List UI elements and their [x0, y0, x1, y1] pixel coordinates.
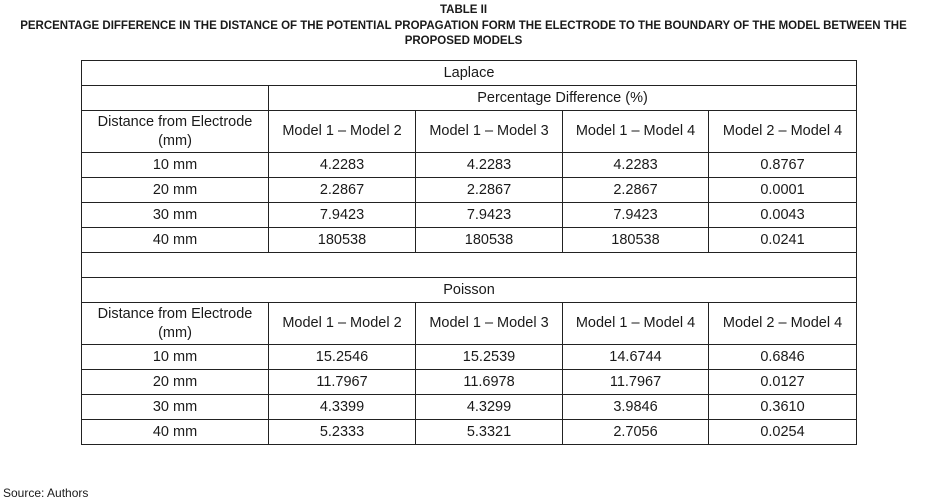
distance-cell: 10 mm	[82, 153, 269, 178]
distance-cell: 30 mm	[82, 203, 269, 228]
value-cell: 2.2867	[269, 178, 416, 203]
value-cell: 0.6846	[709, 345, 857, 370]
laplace-title: Laplace	[82, 61, 857, 86]
value-cell: 2.2867	[563, 178, 709, 203]
value-cell: 4.3399	[269, 395, 416, 420]
value-cell: 7.9423	[563, 203, 709, 228]
value-cell: 4.2283	[416, 153, 563, 178]
poisson-title-row	[82, 278, 857, 303]
value-cell: 0.0254	[709, 420, 857, 445]
value-cell: 14.6744	[563, 345, 709, 370]
value-cell: 11.7967	[269, 370, 416, 395]
value-cell: 180538	[563, 228, 709, 253]
laplace-col-header: Model 1 – Model 4	[563, 111, 709, 153]
value-cell: 2.7056	[563, 420, 709, 445]
table-row	[82, 395, 857, 420]
value-cell: 0.0001	[709, 178, 857, 203]
table-row	[82, 370, 857, 395]
laplace-title-row	[82, 61, 857, 86]
value-cell: 15.2546	[269, 345, 416, 370]
results-table	[81, 60, 857, 445]
table-row	[82, 228, 857, 253]
value-cell: 0.0127	[709, 370, 857, 395]
laplace-col-header: Model 1 – Model 2	[269, 111, 416, 153]
laplace-section	[82, 61, 857, 278]
distance-cell: 40 mm	[82, 420, 269, 445]
poisson-section	[82, 278, 857, 445]
value-cell: 11.6978	[416, 370, 563, 395]
laplace-row-header: Distance from Electrode (mm)	[82, 111, 269, 153]
table-row	[82, 420, 857, 445]
laplace-group-header: Percentage Difference (%)	[269, 86, 857, 111]
source-note: Source: Authors	[3, 486, 89, 500]
table-row	[82, 178, 857, 203]
value-cell: 11.7967	[563, 370, 709, 395]
distance-cell: 30 mm	[82, 395, 269, 420]
table-title-line-1: PERCENTAGE DIFFERENCE IN THE DISTANCE OF THE POTENTIAL PROPAGATION FORM THE ELECTRODE TO THE BOUNDARY OF THE MODEL BETWEEN THE	[20, 19, 907, 32]
table-row	[82, 203, 857, 228]
section-spacer	[82, 253, 857, 278]
value-cell: 3.9846	[563, 395, 709, 420]
laplace-column-header-row	[82, 111, 857, 153]
section-spacer-row	[82, 253, 857, 278]
value-cell: 180538	[269, 228, 416, 253]
value-cell: 5.3321	[416, 420, 563, 445]
value-cell: 4.3299	[416, 395, 563, 420]
value-cell: 2.2867	[416, 178, 563, 203]
table-row	[82, 153, 857, 178]
laplace-col-header: Model 1 – Model 3	[416, 111, 563, 153]
value-cell: 7.9423	[269, 203, 416, 228]
value-cell: 7.9423	[416, 203, 563, 228]
value-cell: 0.3610	[709, 395, 857, 420]
distance-cell: 20 mm	[82, 178, 269, 203]
poisson-column-header-row	[82, 303, 857, 345]
poisson-row-header: Distance from Electrode (mm)	[82, 303, 269, 345]
value-cell: 5.2333	[269, 420, 416, 445]
distance-cell: 40 mm	[82, 228, 269, 253]
table-caption	[0, 3, 927, 50]
value-cell: 4.2283	[563, 153, 709, 178]
value-cell: 15.2539	[416, 345, 563, 370]
poisson-col-header: Model 1 – Model 4	[563, 303, 709, 345]
poisson-col-header: Model 1 – Model 2	[269, 303, 416, 345]
value-cell: 0.8767	[709, 153, 857, 178]
value-cell: 4.2283	[269, 153, 416, 178]
value-cell: 0.0043	[709, 203, 857, 228]
value-cell: 180538	[416, 228, 563, 253]
laplace-group-header-row	[82, 86, 857, 111]
poisson-title: Poisson	[82, 278, 857, 303]
distance-cell: 20 mm	[82, 370, 269, 395]
poisson-col-header: Model 1 – Model 3	[416, 303, 563, 345]
poisson-col-header: Model 2 – Model 4	[709, 303, 857, 345]
table-title-line-2: PROPOSED MODELS	[404, 35, 523, 47]
distance-cell: 10 mm	[82, 345, 269, 370]
value-cell: 0.0241	[709, 228, 857, 253]
table-number: TABLE II	[439, 4, 488, 16]
laplace-col-header: Model 2 – Model 4	[709, 111, 857, 153]
laplace-empty-cell	[82, 86, 269, 111]
table-row	[82, 345, 857, 370]
